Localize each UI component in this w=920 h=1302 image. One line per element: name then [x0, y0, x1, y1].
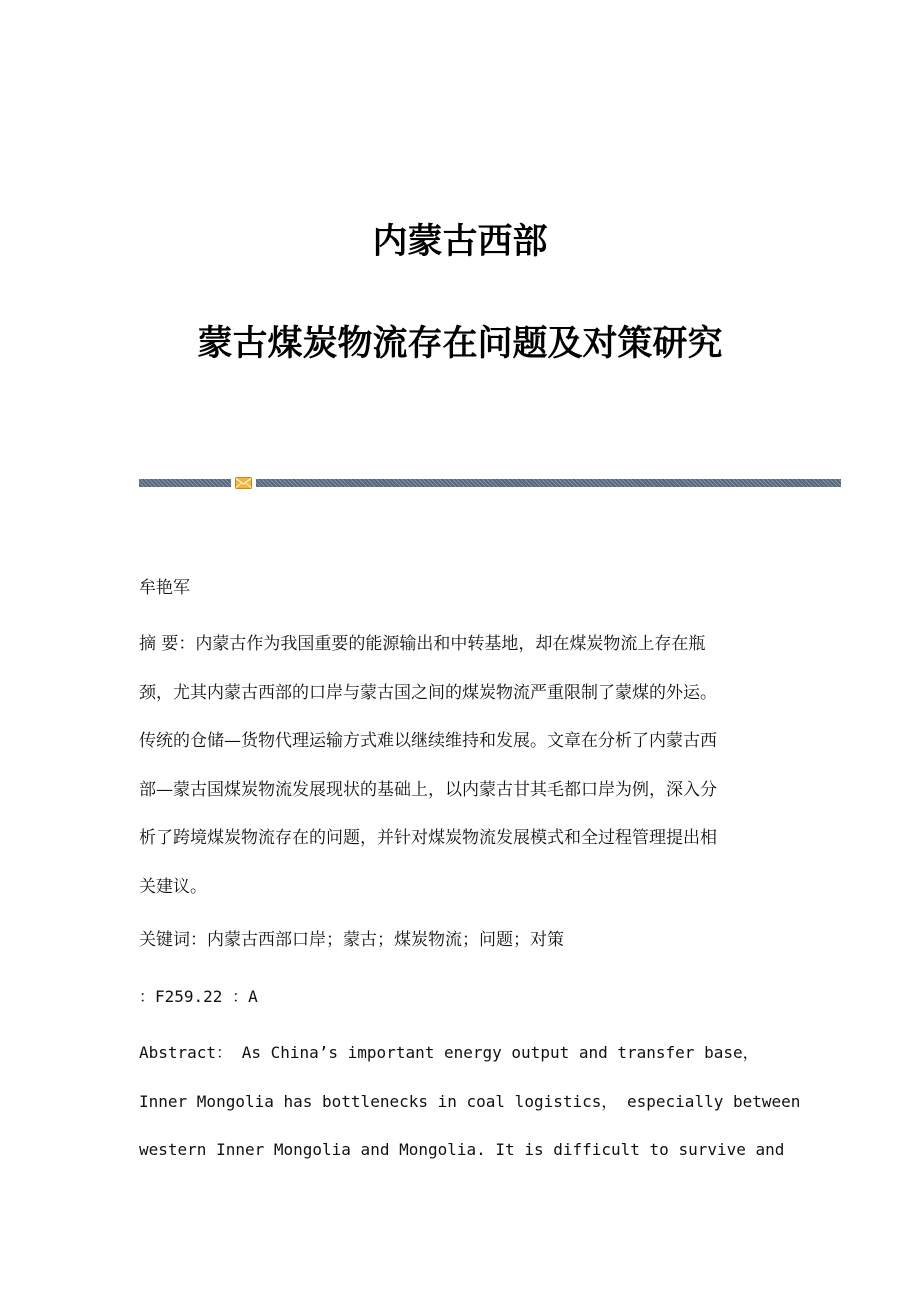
- title-line-2: 蒙古煤炭物流存在问题及对策研究: [197, 323, 723, 364]
- abstract-en: [139, 1038, 800, 1184]
- abstract-cn-line: 关建议。: [139, 876, 207, 897]
- envelope-icon: [235, 477, 252, 489]
- title-line-1: 内蒙古西部: [372, 221, 548, 262]
- abstract-cn-line: 部—蒙古国煤炭物流发展现状的基础上，以内蒙古甘其毛都口岸为例，深入分: [139, 779, 717, 800]
- abstract-en-line: Abstract： As China’s important energy output and transfer base，: [139, 1043, 759, 1062]
- abstract-cn-line: 摘 要：内蒙古作为我国重要的能源输出和中转基地，却在煤炭物流上存在瓶: [139, 634, 706, 654]
- classification-codes: ：F259.22 ：A: [139, 987, 258, 1006]
- abstract-en-line: Inner Mongolia has bottlenecks in coal logistics， especially between: [139, 1091, 801, 1111]
- divider-bar-right: [256, 479, 841, 487]
- abstract-cn: [139, 624, 717, 916]
- abstract-en-line: western Inner Mongolia and Mongolia. It is difficult to survive and: [139, 1140, 785, 1159]
- author-name: 牟艳军: [139, 578, 190, 598]
- keywords: 关键词：内蒙古西部口岸；蒙古；煤炭物流；问题；对策: [139, 930, 564, 950]
- divider-bar-left: [139, 479, 231, 487]
- abstract-cn-line: 析了跨境煤炭物流存在的问题，并针对煤炭物流发展模式和全过程管理提出相: [139, 828, 717, 849]
- abstract-cn-line: 颈，尤其内蒙古西部的口岸与蒙古国之间的煤炭物流严重限制了蒙煤的外运。: [139, 682, 717, 703]
- abstract-cn-line: 传统的仓储—货物代理运输方式难以继续维持和发展。文章在分析了内蒙古西: [139, 731, 717, 752]
